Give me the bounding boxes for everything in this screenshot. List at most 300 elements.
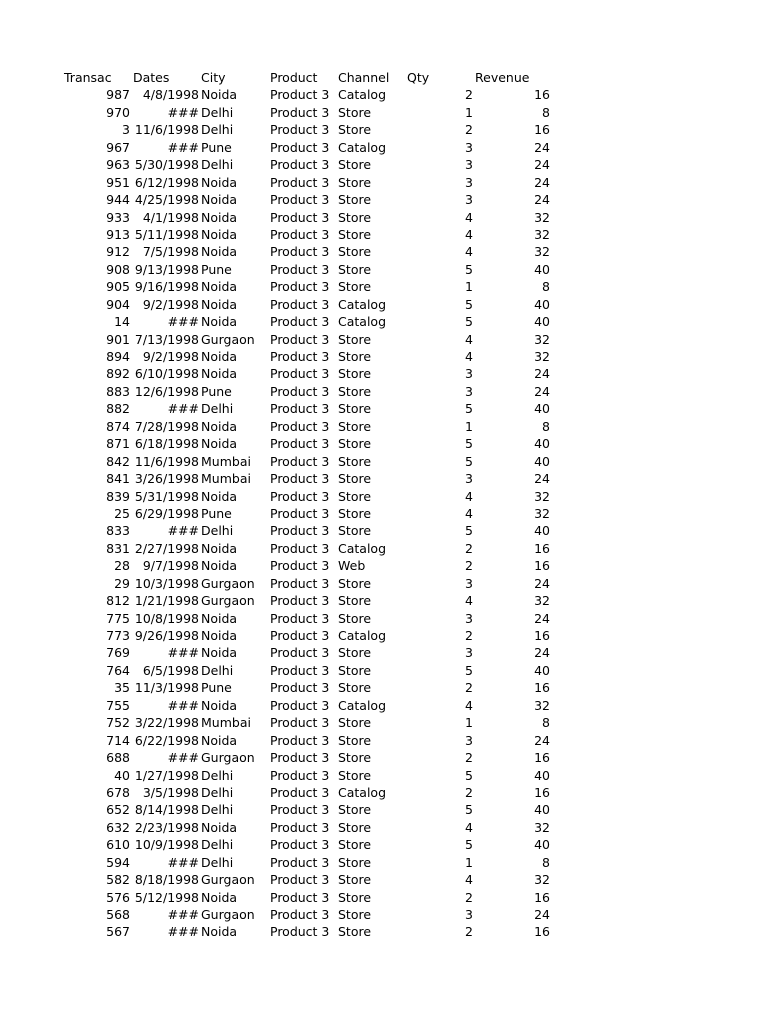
table-row bbox=[0, 906, 768, 923]
table-row bbox=[0, 226, 768, 243]
cell-city: Gurgaon bbox=[201, 575, 255, 591]
table-body bbox=[0, 86, 768, 940]
cell-date: 9/26/1998 bbox=[134, 628, 199, 643]
cell-channel: Store bbox=[338, 715, 372, 731]
cell-transaction: 3 bbox=[122, 122, 130, 138]
cell-date: 10/8/1998 bbox=[134, 610, 199, 626]
cell-revenue: 40 bbox=[534, 523, 550, 539]
cell-revenue: 24 bbox=[534, 732, 550, 748]
cell-transaction: 582 bbox=[106, 872, 130, 888]
cell-channel: Store bbox=[338, 174, 372, 190]
cell-date: 4/8/1998 bbox=[142, 87, 199, 103]
cell-product: Product 3 bbox=[270, 401, 330, 417]
cell-city: Noida bbox=[201, 174, 238, 190]
table-row bbox=[0, 871, 768, 888]
cell-revenue: 16 bbox=[534, 680, 550, 696]
table-row bbox=[0, 348, 768, 365]
cell-product: Product 3 bbox=[270, 907, 330, 922]
table-row bbox=[0, 488, 768, 505]
header-product: Product bbox=[270, 70, 318, 85]
cell-channel: Store bbox=[338, 418, 372, 434]
cell-city: Noida bbox=[201, 924, 238, 940]
cell-city: Noida bbox=[201, 349, 238, 364]
cell-city: Noida bbox=[201, 889, 238, 905]
cell-product: Product 3 bbox=[270, 924, 330, 940]
cell-date: 9/7/1998 bbox=[142, 558, 199, 574]
cell-qty: 3 bbox=[465, 575, 473, 591]
cell-channel: Store bbox=[338, 802, 372, 818]
cell-product: Product 3 bbox=[270, 697, 330, 713]
cell-transaction: 913 bbox=[106, 226, 130, 242]
cell-date: 3/5/1998 bbox=[142, 784, 199, 800]
cell-revenue: 24 bbox=[534, 610, 550, 626]
cell-qty: 1 bbox=[465, 854, 473, 870]
cell-date: 11/3/1998 bbox=[134, 680, 199, 696]
cell-date: 6/18/1998 bbox=[134, 436, 199, 452]
cell-channel: Store bbox=[338, 436, 372, 452]
cell-city: Gurgaon bbox=[201, 750, 255, 766]
cell-transaction: 29 bbox=[114, 575, 130, 591]
table-row bbox=[0, 610, 768, 627]
cell-channel: Store bbox=[338, 837, 372, 853]
cell-revenue: 24 bbox=[534, 139, 550, 155]
cell-date: 3/22/1998 bbox=[134, 715, 199, 731]
cell-revenue: 32 bbox=[534, 209, 550, 225]
table-row bbox=[0, 383, 768, 400]
cell-revenue: 16 bbox=[534, 122, 550, 138]
cell-product: Product 3 bbox=[270, 645, 330, 661]
cell-revenue: 8 bbox=[542, 104, 550, 120]
table-row bbox=[0, 784, 768, 801]
cell-city: Noida bbox=[201, 87, 238, 103]
header-revenue: Revenue bbox=[475, 70, 530, 85]
table-row bbox=[0, 697, 768, 714]
table-row bbox=[0, 923, 768, 940]
cell-transaction: 678 bbox=[106, 784, 130, 800]
table-row bbox=[0, 540, 768, 557]
cell-qty: 1 bbox=[465, 418, 473, 434]
cell-channel: Catalog bbox=[338, 628, 387, 643]
cell-revenue: 40 bbox=[534, 296, 550, 312]
cell-channel: Web bbox=[338, 558, 366, 574]
cell-date: 6/12/1998 bbox=[134, 174, 199, 190]
cell-date: 6/5/1998 bbox=[142, 662, 199, 678]
cell-city: Delhi bbox=[201, 802, 234, 818]
cell-transaction: 892 bbox=[106, 366, 130, 382]
cell-channel: Store bbox=[338, 889, 372, 905]
cell-channel: Store bbox=[338, 662, 372, 678]
cell-qty: 3 bbox=[465, 174, 473, 190]
cell-product: Product 3 bbox=[270, 767, 330, 783]
cell-channel: Store bbox=[338, 383, 372, 399]
cell-qty: 4 bbox=[465, 349, 473, 364]
cell-revenue: 8 bbox=[542, 715, 550, 731]
cell-city: Noida bbox=[201, 366, 238, 382]
cell-revenue: 16 bbox=[534, 750, 550, 766]
table-row bbox=[0, 767, 768, 784]
cell-channel: Store bbox=[338, 331, 372, 347]
cell-transaction: 28 bbox=[114, 558, 130, 574]
cell-product: Product 3 bbox=[270, 418, 330, 434]
cell-qty: 1 bbox=[465, 715, 473, 731]
cell-channel: Store bbox=[338, 244, 372, 260]
table-row bbox=[0, 296, 768, 313]
cell-product: Product 3 bbox=[270, 784, 330, 800]
cell-channel: Store bbox=[338, 261, 372, 277]
header-transaction: Transac bbox=[64, 70, 112, 85]
cell-revenue: 16 bbox=[534, 540, 550, 556]
cell-date: 6/22/1998 bbox=[134, 732, 199, 748]
table-row bbox=[0, 801, 768, 818]
table-row bbox=[0, 400, 768, 417]
cell-date: ### bbox=[167, 854, 199, 870]
cell-revenue: 32 bbox=[534, 226, 550, 242]
cell-revenue: 32 bbox=[534, 819, 550, 835]
cell-product: Product 3 bbox=[270, 226, 330, 242]
cell-city: Pune bbox=[201, 383, 232, 399]
cell-transaction: 764 bbox=[106, 662, 130, 678]
cell-transaction: 567 bbox=[106, 924, 130, 940]
cell-transaction: 987 bbox=[106, 87, 130, 103]
cell-qty: 2 bbox=[465, 784, 473, 800]
cell-city: Delhi bbox=[201, 104, 234, 120]
table-row bbox=[0, 313, 768, 330]
cell-channel: Catalog bbox=[338, 139, 387, 155]
cell-product: Product 3 bbox=[270, 453, 330, 469]
cell-transaction: 874 bbox=[106, 418, 130, 434]
cell-product: Product 3 bbox=[270, 575, 330, 591]
cell-product: Product 3 bbox=[270, 331, 330, 347]
cell-channel: Store bbox=[338, 366, 372, 382]
cell-transaction: 714 bbox=[106, 732, 130, 748]
cell-date: 7/13/1998 bbox=[134, 331, 199, 347]
cell-qty: 2 bbox=[465, 558, 473, 574]
cell-revenue: 16 bbox=[534, 87, 550, 103]
cell-channel: Store bbox=[338, 157, 372, 173]
cell-city: Noida bbox=[201, 558, 238, 574]
spreadsheet-table bbox=[0, 69, 768, 941]
cell-qty: 3 bbox=[465, 732, 473, 748]
cell-product: Product 3 bbox=[270, 471, 330, 487]
cell-transaction: 632 bbox=[106, 819, 130, 835]
cell-transaction: 831 bbox=[106, 540, 130, 556]
cell-date: 1/21/1998 bbox=[134, 593, 199, 609]
cell-qty: 3 bbox=[465, 471, 473, 487]
cell-qty: 2 bbox=[465, 628, 473, 643]
cell-qty: 2 bbox=[465, 750, 473, 766]
cell-date: ### bbox=[167, 924, 199, 940]
cell-revenue: 32 bbox=[534, 331, 550, 347]
cell-transaction: 842 bbox=[106, 453, 130, 469]
cell-transaction: 576 bbox=[106, 889, 130, 905]
cell-channel: Store bbox=[338, 471, 372, 487]
cell-qty: 5 bbox=[465, 837, 473, 853]
cell-transaction: 568 bbox=[106, 907, 130, 922]
cell-city: Noida bbox=[201, 540, 238, 556]
cell-revenue: 32 bbox=[534, 593, 550, 609]
cell-qty: 3 bbox=[465, 192, 473, 208]
cell-date: 2/27/1998 bbox=[134, 540, 199, 556]
cell-transaction: 904 bbox=[106, 296, 130, 312]
cell-qty: 2 bbox=[465, 122, 473, 138]
cell-revenue: 40 bbox=[534, 662, 550, 678]
cell-qty: 3 bbox=[465, 383, 473, 399]
cell-qty: 2 bbox=[465, 889, 473, 905]
cell-product: Product 3 bbox=[270, 366, 330, 382]
cell-date: ### bbox=[167, 314, 199, 330]
cell-date: 12/6/1998 bbox=[134, 383, 199, 399]
cell-channel: Store bbox=[338, 854, 372, 870]
cell-transaction: 912 bbox=[106, 244, 130, 260]
cell-product: Product 3 bbox=[270, 558, 330, 574]
table-row bbox=[0, 854, 768, 871]
cell-channel: Store bbox=[338, 279, 372, 295]
table-row bbox=[0, 749, 768, 766]
cell-date: 5/30/1998 bbox=[134, 157, 199, 173]
table-row bbox=[0, 156, 768, 173]
cell-product: Product 3 bbox=[270, 854, 330, 870]
table-row bbox=[0, 104, 768, 121]
cell-revenue: 40 bbox=[534, 401, 550, 417]
cell-channel: Catalog bbox=[338, 296, 387, 312]
cell-transaction: 970 bbox=[106, 104, 130, 120]
cell-city: Delhi bbox=[201, 767, 234, 783]
cell-city: Pune bbox=[201, 139, 232, 155]
cell-revenue: 40 bbox=[534, 453, 550, 469]
cell-date: 11/6/1998 bbox=[134, 453, 199, 469]
cell-product: Product 3 bbox=[270, 209, 330, 225]
cell-qty: 4 bbox=[465, 505, 473, 521]
cell-product: Product 3 bbox=[270, 157, 330, 173]
cell-qty: 4 bbox=[465, 593, 473, 609]
table-row bbox=[0, 418, 768, 435]
cell-product: Product 3 bbox=[270, 837, 330, 853]
cell-channel: Store bbox=[338, 226, 372, 242]
cell-date: 4/25/1998 bbox=[134, 192, 199, 208]
cell-transaction: 833 bbox=[106, 523, 130, 539]
header-dates: Dates bbox=[133, 70, 170, 85]
cell-transaction: 839 bbox=[106, 488, 130, 504]
cell-city: Mumbai bbox=[201, 453, 251, 469]
cell-transaction: 35 bbox=[114, 680, 130, 696]
cell-revenue: 24 bbox=[534, 471, 550, 487]
cell-date: ### bbox=[167, 139, 199, 155]
cell-revenue: 16 bbox=[534, 628, 550, 643]
cell-revenue: 24 bbox=[534, 157, 550, 173]
cell-channel: Store bbox=[338, 575, 372, 591]
cell-channel: Store bbox=[338, 122, 372, 138]
cell-qty: 3 bbox=[465, 366, 473, 382]
cell-city: Noida bbox=[201, 296, 238, 312]
cell-channel: Store bbox=[338, 732, 372, 748]
table-row bbox=[0, 662, 768, 679]
table-row bbox=[0, 819, 768, 836]
cell-date: 7/5/1998 bbox=[142, 244, 199, 260]
cell-city: Delhi bbox=[201, 662, 234, 678]
cell-channel: Store bbox=[338, 209, 372, 225]
cell-revenue: 32 bbox=[534, 872, 550, 888]
header-qty: Qty bbox=[407, 70, 430, 85]
cell-product: Product 3 bbox=[270, 802, 330, 818]
cell-transaction: 773 bbox=[106, 628, 130, 643]
table-row bbox=[0, 331, 768, 348]
cell-revenue: 32 bbox=[534, 505, 550, 521]
table-row bbox=[0, 365, 768, 382]
table-row bbox=[0, 714, 768, 731]
cell-qty: 2 bbox=[465, 540, 473, 556]
cell-qty: 3 bbox=[465, 157, 473, 173]
cell-revenue: 24 bbox=[534, 174, 550, 190]
cell-city: Pune bbox=[201, 261, 232, 277]
cell-city: Delhi bbox=[201, 122, 234, 138]
table-row bbox=[0, 505, 768, 522]
cell-transaction: 594 bbox=[106, 854, 130, 870]
cell-transaction: 755 bbox=[106, 697, 130, 713]
cell-product: Product 3 bbox=[270, 488, 330, 504]
cell-city: Delhi bbox=[201, 157, 234, 173]
cell-date: ### bbox=[167, 104, 199, 120]
cell-qty: 3 bbox=[465, 645, 473, 661]
cell-date: 6/10/1998 bbox=[134, 366, 199, 382]
cell-city: Noida bbox=[201, 209, 238, 225]
cell-date: 9/2/1998 bbox=[142, 296, 199, 312]
cell-channel: Store bbox=[338, 610, 372, 626]
cell-channel: Catalog bbox=[338, 314, 387, 330]
cell-product: Product 3 bbox=[270, 889, 330, 905]
cell-city: Delhi bbox=[201, 401, 234, 417]
cell-product: Product 3 bbox=[270, 314, 330, 330]
cell-transaction: 610 bbox=[106, 837, 130, 853]
cell-channel: Store bbox=[338, 767, 372, 783]
cell-city: Delhi bbox=[201, 523, 234, 539]
cell-product: Product 3 bbox=[270, 680, 330, 696]
cell-date: 5/12/1998 bbox=[134, 889, 199, 905]
cell-transaction: 841 bbox=[106, 471, 130, 487]
cell-city: Delhi bbox=[201, 837, 234, 853]
cell-revenue: 40 bbox=[534, 261, 550, 277]
cell-date: 9/2/1998 bbox=[142, 349, 199, 364]
table-row bbox=[0, 836, 768, 853]
cell-transaction: 40 bbox=[114, 767, 130, 783]
cell-product: Product 3 bbox=[270, 279, 330, 295]
cell-channel: Store bbox=[338, 593, 372, 609]
cell-qty: 5 bbox=[465, 523, 473, 539]
cell-product: Product 3 bbox=[270, 104, 330, 120]
cell-qty: 4 bbox=[465, 331, 473, 347]
cell-date: 10/3/1998 bbox=[134, 575, 199, 591]
cell-qty: 2 bbox=[465, 680, 473, 696]
cell-city: Gurgaon bbox=[201, 872, 255, 888]
cell-channel: Store bbox=[338, 104, 372, 120]
cell-qty: 5 bbox=[465, 314, 473, 330]
header-city: City bbox=[201, 70, 226, 85]
cell-city: Noida bbox=[201, 279, 238, 295]
cell-revenue: 40 bbox=[534, 436, 550, 452]
table-row bbox=[0, 435, 768, 452]
cell-revenue: 24 bbox=[534, 907, 550, 922]
table-row bbox=[0, 522, 768, 539]
cell-revenue: 32 bbox=[534, 349, 550, 364]
cell-city: Pune bbox=[201, 505, 232, 521]
cell-date: 1/27/1998 bbox=[134, 767, 199, 783]
cell-revenue: 16 bbox=[534, 889, 550, 905]
cell-qty: 5 bbox=[465, 436, 473, 452]
cell-city: Noida bbox=[201, 244, 238, 260]
cell-city: Gurgaon bbox=[201, 593, 255, 609]
table-row bbox=[0, 261, 768, 278]
cell-qty: 5 bbox=[465, 802, 473, 818]
cell-channel: Store bbox=[338, 680, 372, 696]
cell-transaction: 905 bbox=[106, 279, 130, 295]
cell-qty: 4 bbox=[465, 226, 473, 242]
cell-product: Product 3 bbox=[270, 540, 330, 556]
cell-channel: Store bbox=[338, 192, 372, 208]
cell-revenue: 24 bbox=[534, 575, 550, 591]
cell-transaction: 25 bbox=[114, 505, 130, 521]
cell-qty: 4 bbox=[465, 819, 473, 835]
cell-revenue: 32 bbox=[534, 697, 550, 713]
table-row bbox=[0, 679, 768, 696]
cell-date: 9/16/1998 bbox=[134, 279, 199, 295]
cell-channel: Store bbox=[338, 872, 372, 888]
cell-transaction: 894 bbox=[106, 349, 130, 364]
cell-channel: Store bbox=[338, 453, 372, 469]
cell-product: Product 3 bbox=[270, 261, 330, 277]
cell-date: 11/6/1998 bbox=[134, 122, 199, 138]
cell-date: ### bbox=[167, 750, 199, 766]
cell-city: Mumbai bbox=[201, 471, 251, 487]
cell-product: Product 3 bbox=[270, 750, 330, 766]
cell-revenue: 8 bbox=[542, 418, 550, 434]
cell-channel: Catalog bbox=[338, 540, 387, 556]
cell-product: Product 3 bbox=[270, 872, 330, 888]
cell-city: Noida bbox=[201, 819, 238, 835]
cell-product: Product 3 bbox=[270, 122, 330, 138]
cell-channel: Store bbox=[338, 750, 372, 766]
cell-product: Product 3 bbox=[270, 819, 330, 835]
cell-qty: 3 bbox=[465, 610, 473, 626]
cell-transaction: 951 bbox=[106, 174, 130, 190]
table-row bbox=[0, 453, 768, 470]
cell-city: Noida bbox=[201, 314, 238, 330]
cell-product: Product 3 bbox=[270, 349, 330, 364]
cell-city: Noida bbox=[201, 732, 238, 748]
cell-revenue: 40 bbox=[534, 767, 550, 783]
cell-qty: 4 bbox=[465, 697, 473, 713]
cell-transaction: 883 bbox=[106, 383, 130, 399]
cell-product: Product 3 bbox=[270, 244, 330, 260]
cell-date: 5/31/1998 bbox=[134, 488, 199, 504]
cell-qty: 3 bbox=[465, 907, 473, 922]
header-row bbox=[0, 69, 768, 86]
cell-product: Product 3 bbox=[270, 732, 330, 748]
cell-product: Product 3 bbox=[270, 192, 330, 208]
cell-date: 6/29/1998 bbox=[134, 505, 199, 521]
cell-date: 10/9/1998 bbox=[134, 837, 199, 853]
table-row bbox=[0, 278, 768, 295]
table-row bbox=[0, 592, 768, 609]
table-row bbox=[0, 174, 768, 191]
cell-city: Gurgaon bbox=[201, 907, 255, 922]
cell-date: 3/26/1998 bbox=[134, 471, 199, 487]
cell-product: Product 3 bbox=[270, 174, 330, 190]
cell-date: ### bbox=[167, 697, 199, 713]
cell-revenue: 40 bbox=[534, 314, 550, 330]
cell-qty: 1 bbox=[465, 104, 473, 120]
cell-product: Product 3 bbox=[270, 383, 330, 399]
table-row bbox=[0, 243, 768, 260]
table-row bbox=[0, 121, 768, 138]
